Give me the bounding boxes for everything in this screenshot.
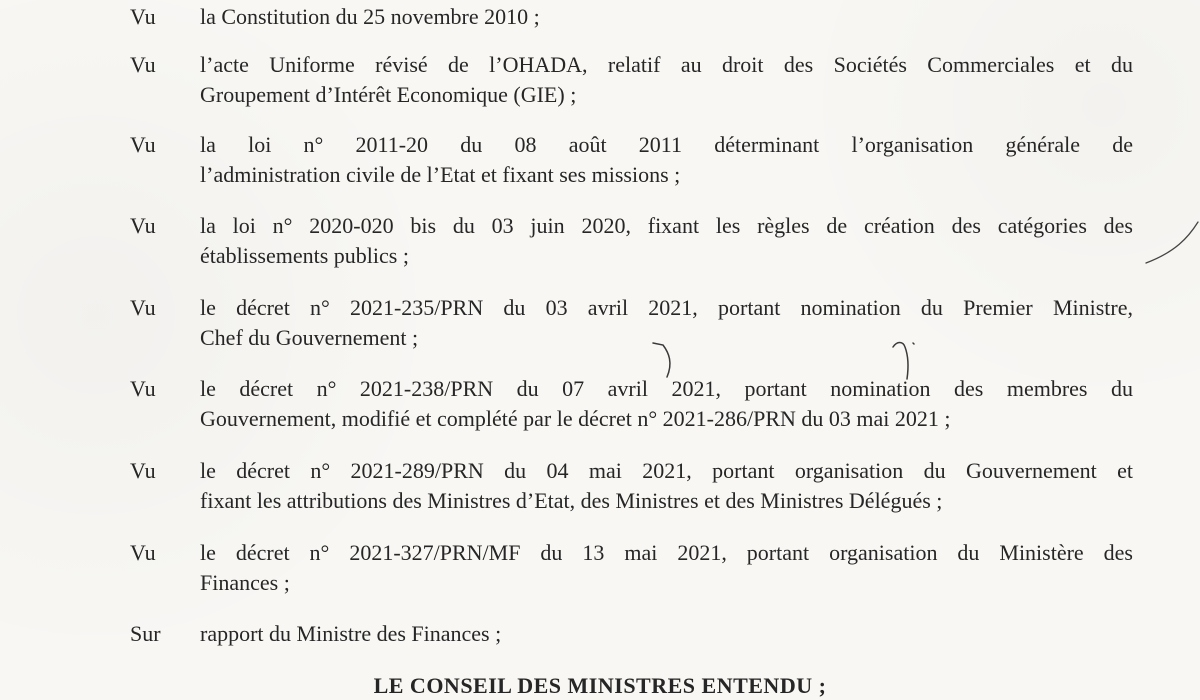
entry-line: la Constitution du 25 novembre 2010 ; [200,4,540,29]
entry-keyword: Vu [130,4,156,29]
entry-keyword: Vu [130,458,156,483]
entry-line: la loi n° 2020-020 bis du 03 juin 2020, fixant les règles de création des catégories des [200,213,1133,238]
entry-text [200,293,1133,353]
entry-keyword: Vu [130,540,156,565]
entry-line: le décret n° 2021-327/PRN/MF du 13 mai 2021, portant organisation du Ministère des [200,540,1133,565]
entry-line: la loi n° 2011-20 du 08 août 2011 déterminant l’organisation générale de [200,132,1133,157]
entry-line: fixant les attributions des Ministres d’Etat, des Ministres et des Ministres Délégués ; [200,488,943,513]
entry-text [200,50,1133,110]
entry-keyword: Vu [130,213,156,238]
section-heading: LE CONSEIL DES MINISTRES ENTENDU ; [373,673,827,698]
entry-text [200,538,1133,598]
entry-line: l’acte Uniforme révisé de l’OHADA, relatif au droit des Sociétés Commerciales et du [200,52,1133,77]
entry-line: rapport du Ministre des Finances ; [200,621,502,646]
entry-line: l’administration civile de l’Etat et fixant ses missions ; [200,162,681,187]
entry-text [200,211,1133,271]
entry-keyword: Vu [130,295,156,320]
entry-text [200,456,1133,516]
entry-keyword: Vu [130,376,156,401]
entry-line: le décret n° 2021-235/PRN du 03 avril 2021, portant nomination du Premier Ministre, [200,295,1133,320]
pen-stroke-mark [1140,218,1200,278]
entry-keyword: Vu [130,132,156,157]
entry-keyword: Vu [130,52,156,77]
entry-line: Finances ; [200,570,290,595]
entry-line: le décret n° 2021-238/PRN du 07 avril 2021, portant nomination des membres du [200,376,1133,401]
entry-line: Groupement d’Intérêt Economique (GIE) ; [200,82,577,107]
entry-line: Gouvernement, modifié et complété par le décret n° 2021-286/PRN du 03 mai 2021 ; [200,406,951,431]
entry-text [200,619,1133,649]
entry-line: Chef du Gouvernement ; [200,325,419,350]
entry-text [200,2,1133,32]
entry-text [200,130,1133,190]
entry-line: établissements publics ; [200,243,409,268]
entry-keyword: Sur [130,621,161,646]
entry-line: le décret n° 2021-289/PRN du 04 mai 2021, portant organisation du Gouvernement et [200,458,1133,483]
entry-text [200,374,1133,434]
